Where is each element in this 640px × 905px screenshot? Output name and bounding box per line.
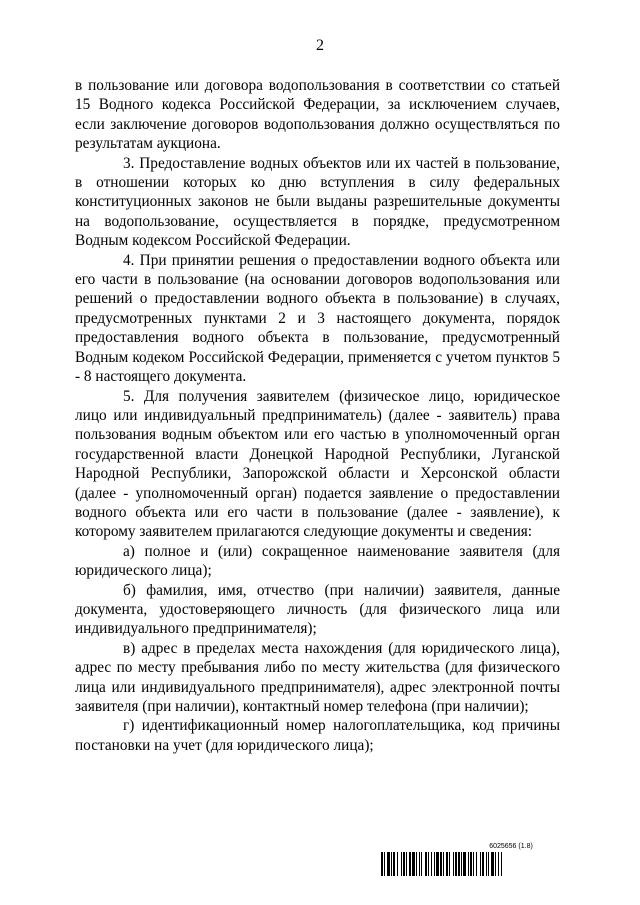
paragraph-continuation: в пользование или договора водопользования в соответствии со статьей 15 Водного кодекса Российской Федерации, за исключением случаев, если заключение договоров водопользования должно осуществляться по результатам аукциона. bbox=[75, 77, 560, 153]
paragraph-item-5: 5. Для получения заявителем (физическое лицо, юридическое лицо или индивидуальный предприниматель) (далее - заявитель) права пользования водным объектом или его частью в уполномоченный орган государственной власти Донецкой Народной Республики, Луганской Народной Республики, Запорожской области и Херсонской области (далее - уполномоченный орган) подается заявление о предоставлении водного объекта или его части в пользование (далее - заявление), к которому заявителем прилагаются следующие документы и сведения: bbox=[75, 387, 560, 541]
paragraph-item-3: 3. Предоставление водных объектов или их частей в пользование, в отношении которых ко дню вступления в силу федеральных конституционных законов не были выданы разрешительные документы на водопользование, осуществляется в порядке, предусмотренном Водным кодексом Российской Федерации. bbox=[75, 154, 560, 250]
page-number: 2 bbox=[316, 37, 324, 54]
subitem-b: б) фамилия, имя, отчество (при наличии) заявителя, данные документа, удостоверяющего личность (для физического лица или индивидуального предпринимателя); bbox=[75, 581, 560, 638]
subitem-v: в) адрес в пределах места нахождения (для юридического лица), адрес по месту пребывания либо по месту жительства (для физического лица или индивидуального предпринимателя), адрес электронной почты заявителя (при наличии), контактный номер телефона (при наличии); bbox=[75, 639, 560, 715]
barcode-caption: 6025656 (1.8) bbox=[489, 843, 533, 850]
paragraph-item-4: 4. При принятии решения о предоставлении водного объекта или его части в пользование (на основании договоров водопользования или решений о предоставлении водного объекта в пользование) в случаях, предусмотренных пунктами 2 и 3 настоящего документа, порядок предоставления водного объекта в пользование, предусмотренный Водным кодеком Российской Федерации, применяется с учетом пунктов 5 - 8 настоящего документа. bbox=[75, 251, 560, 386]
document-body bbox=[75, 76, 560, 755]
barcode-icon bbox=[381, 852, 565, 876]
subitem-a: а) полное и (или) сокращенное наименование заявителя (для юридического лица); bbox=[75, 542, 560, 580]
subitem-g: г) идентификационный номер налогоплательщика, код причины постановки на учет (для юридического лица); bbox=[75, 717, 560, 754]
